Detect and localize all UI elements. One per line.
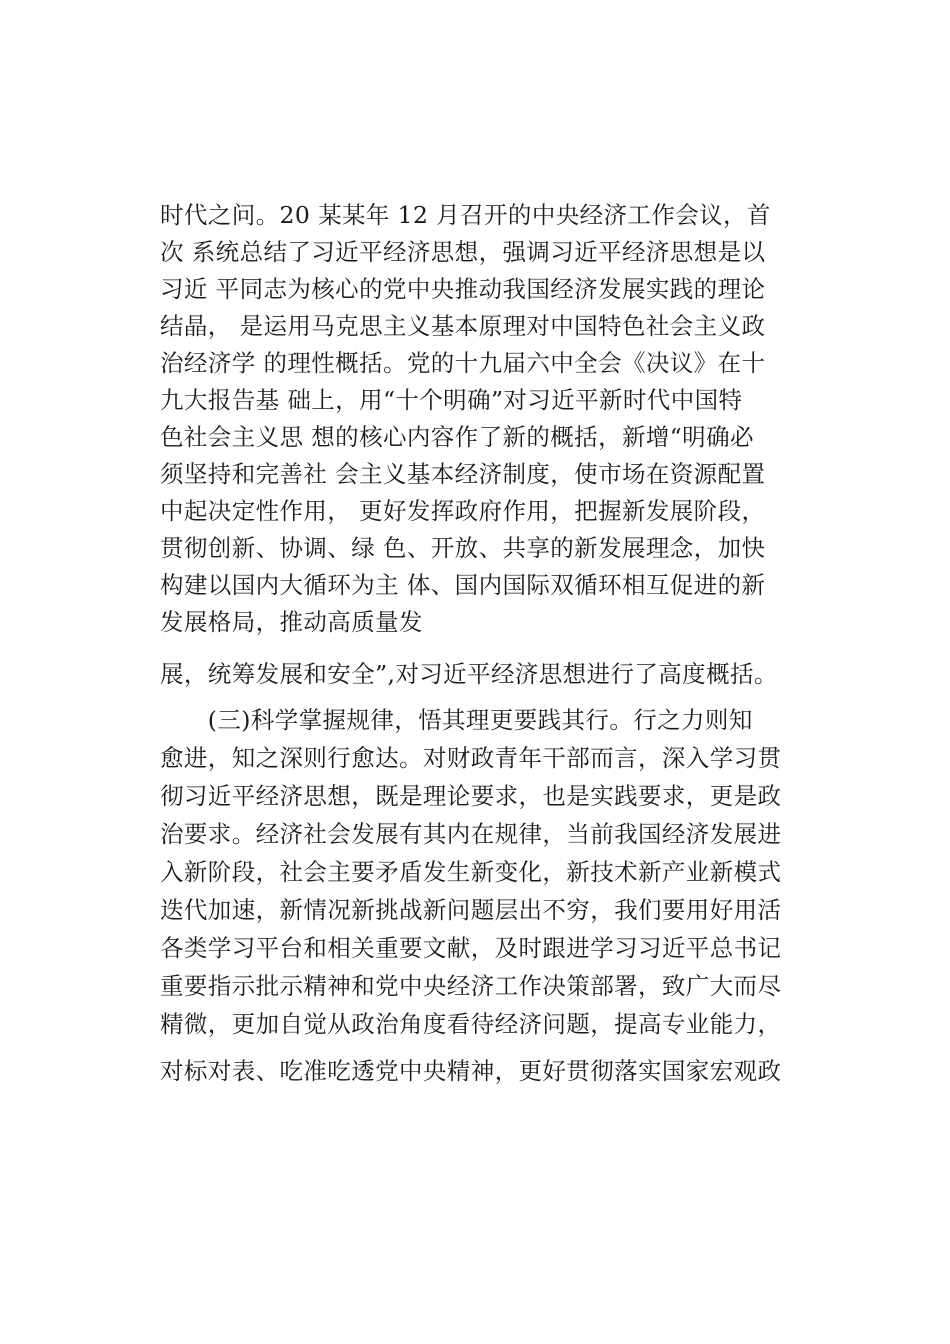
text-line: 中起决定性作用， 更好发挥政府作用，把握新发展阶段， (160, 497, 766, 525)
text-line: 彻习近平经济思想，既是理论要求，也是实践要求，更是政 (160, 782, 782, 810)
text-line: 发展格局，推动高质量发 (160, 608, 423, 636)
text-line: 构建以国内大循环为主 体、国内国际双循环相互促进的新 (160, 571, 766, 599)
text-line: 治要求。经济社会发展有其内在规律，当前我国经济发展进 (160, 820, 782, 848)
text-line: 九大报告基 础上，用“十个明确”对习近平新时代中国特 (160, 386, 743, 414)
text-line: 色社会主义思 想的核心内容作了新的概括，新增“明确必 (160, 423, 754, 451)
text-line: 次 系统总结了习近平经济思想，强调习近平经济思想是以 (160, 238, 766, 266)
text-line: 展，统筹发展和安全”,对习近平经济思想进行了高度概括。 (160, 660, 778, 688)
paragraph-heading-line: (三)科学掌握规律，悟其理更要践其行。行之力则知 (160, 706, 753, 734)
text-line: 重要指示批示精神和党中央经济工作决策部署，致广大而尽 (160, 972, 782, 1000)
text-line: 愈进，知之深则行愈达。对财政青年干部而言，深入学习贯 (160, 744, 782, 772)
text-line: 须坚持和完善社 会主义基本经济制度，使市场在资源配置 (160, 460, 766, 488)
text-line: 入新阶段，社会主要矛盾发生新变化，新技术新产业新模式 (160, 858, 782, 886)
text-line: 精微，更加自觉从政治角度看待经济问题，提高专业能力， (160, 1010, 782, 1038)
text-line: 结晶， 是运用马克思主义基本原理对中国特色社会主义政 (160, 312, 766, 340)
text-line: 时代之问。20 某某年 12 月召开的中央经济工作会议，首 (160, 201, 771, 229)
text-line: 治经济学 的理性概括。党的十九届六中全会《决议》在十 (160, 349, 766, 377)
text-line: 习近 平同志为核心的党中央推动我国经济发展实践的理论 (160, 275, 766, 303)
text-line: 迭代加速，新情况新挑战新问题层出不穷，我们要用好用活 (160, 896, 782, 924)
text-line: 各类学习平台和相关重要文献，及时跟进学习习近平总书记 (160, 934, 782, 962)
text-line: 对标对表、吃准吃透党中央精神，更好贯彻落实国家宏观政 (160, 1057, 782, 1085)
text-line: 贯彻创新、协调、绿 色、开放、共享的新发展理念，加快 (160, 534, 766, 562)
